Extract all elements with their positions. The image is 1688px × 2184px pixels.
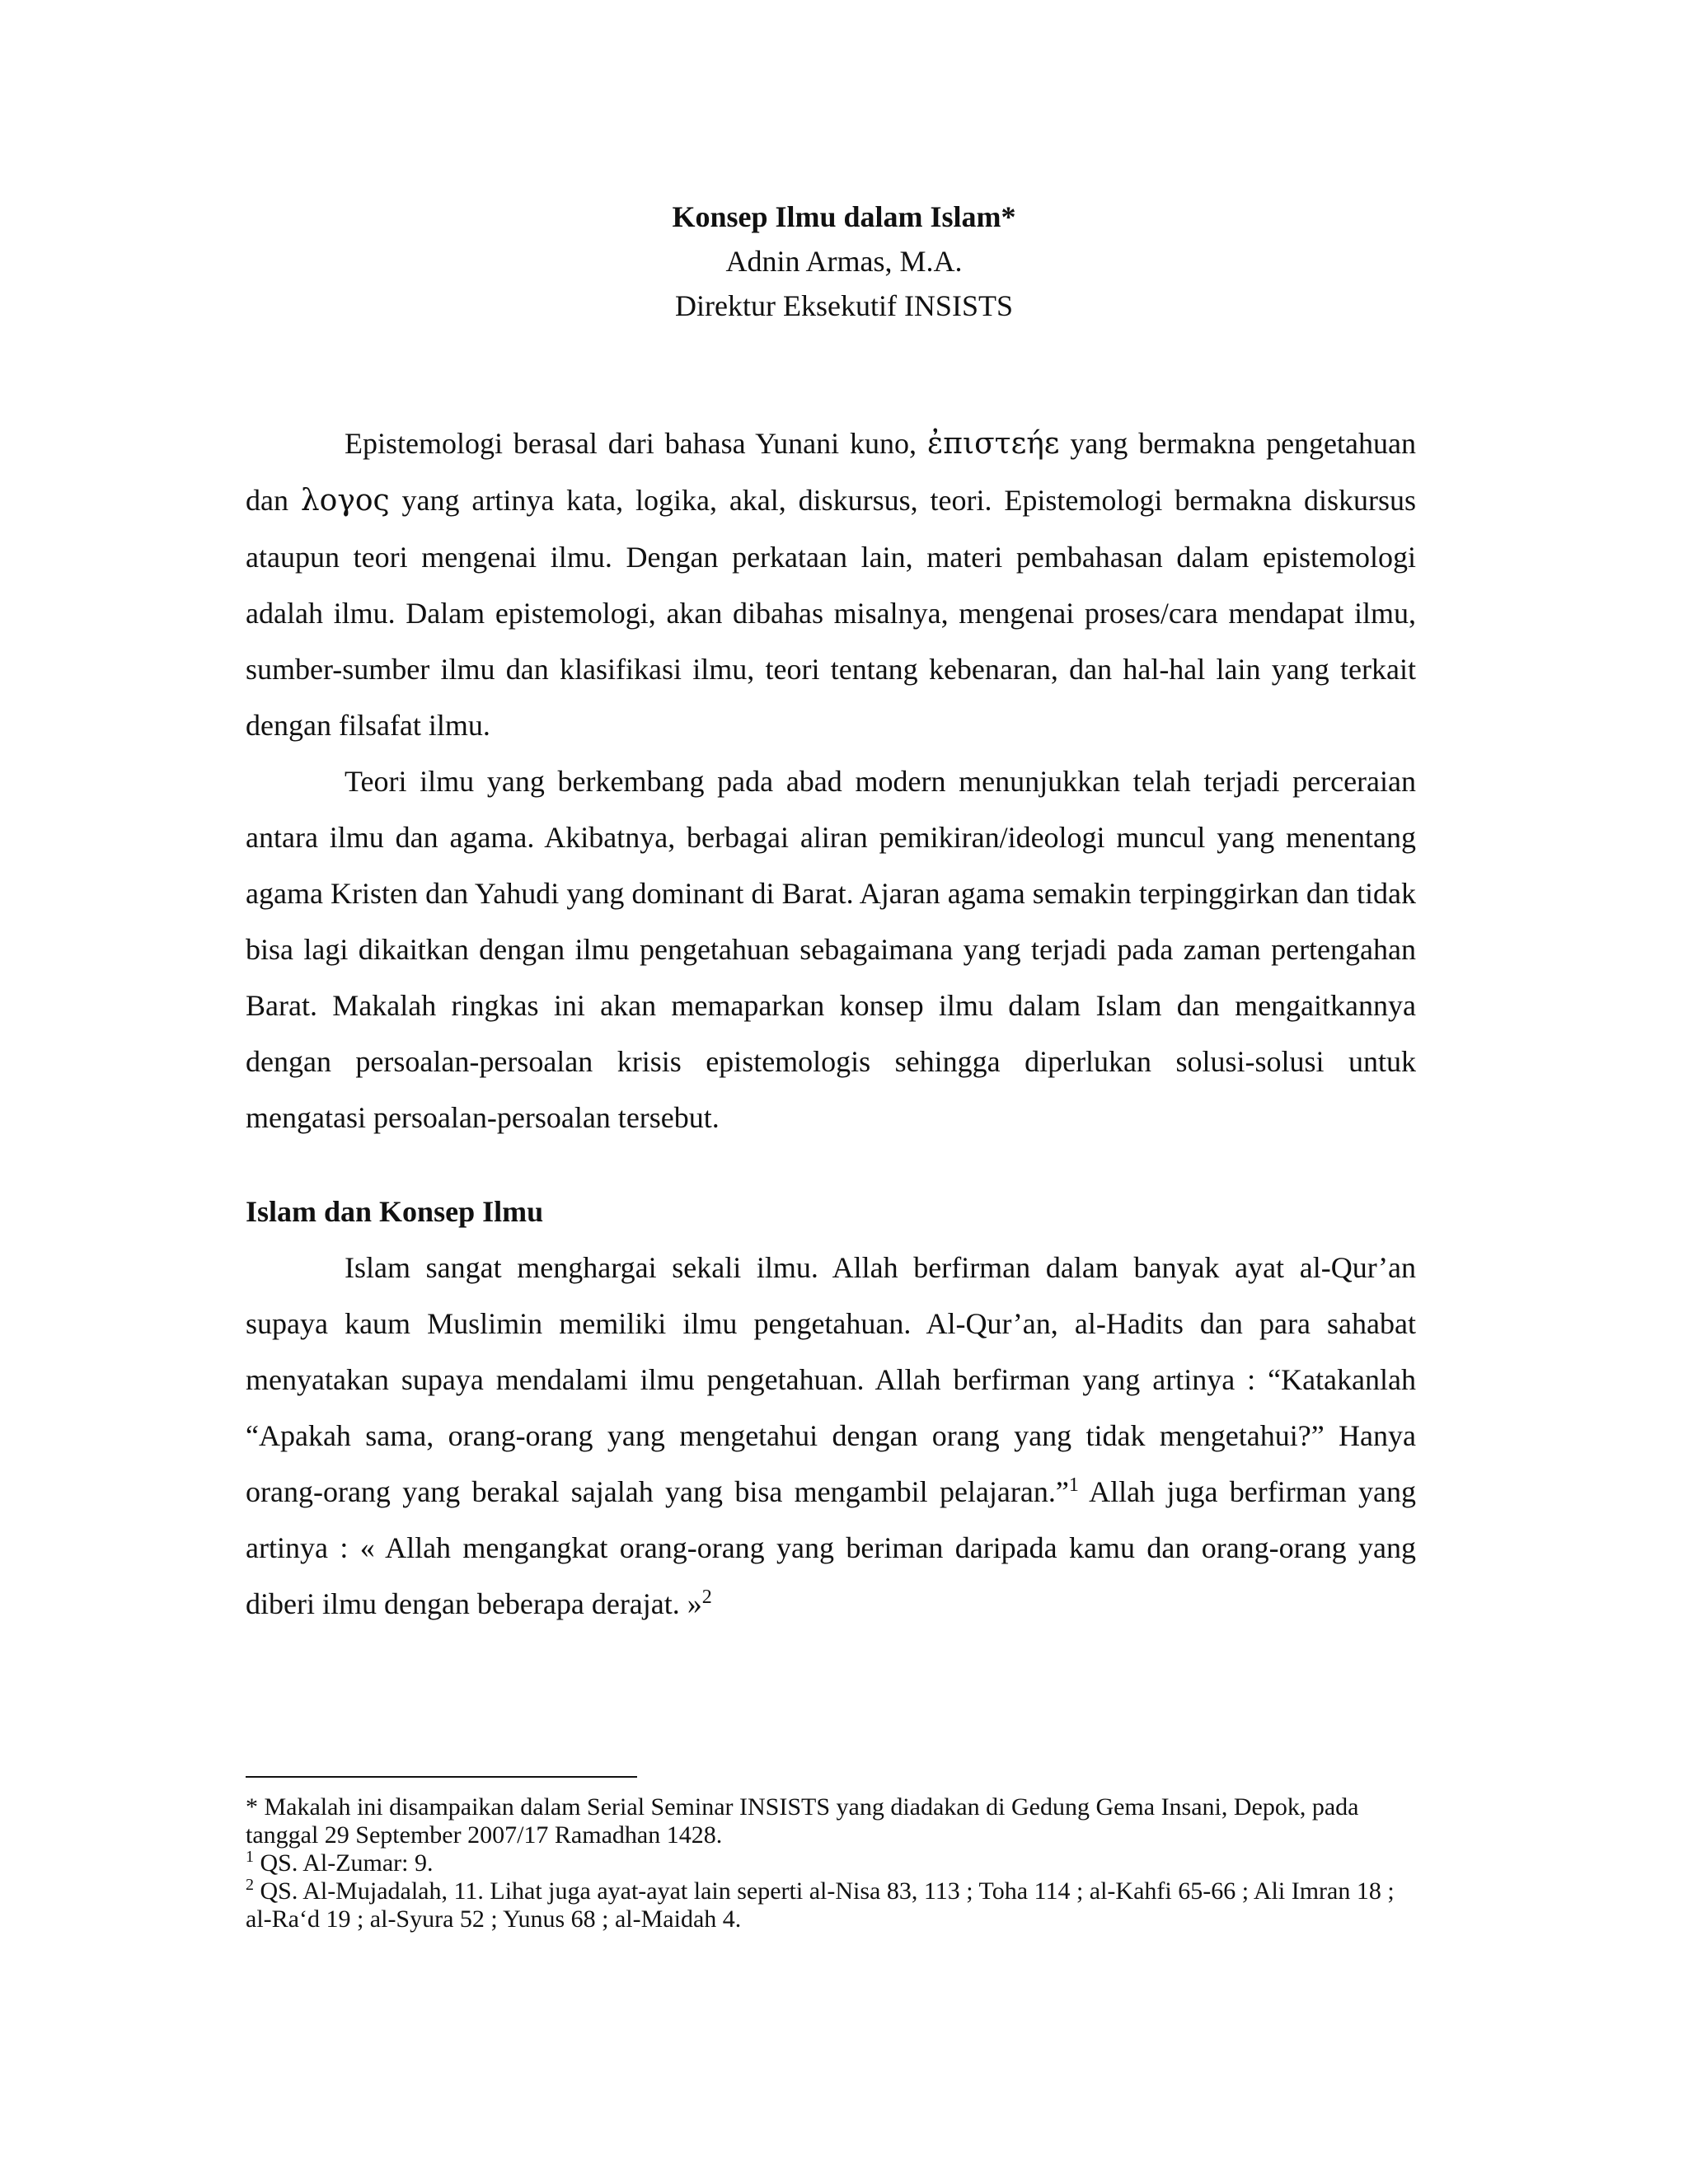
document-title: Konsep Ilmu dalam Islam* [672,200,1016,233]
footnote-2 [246,1877,1416,1933]
author-position: Direktur Eksekutif INSISTS [675,289,1013,322]
greek-term-episteme: ἐπιστεήε [926,427,1060,461]
greek-term-logos: λογος [300,484,390,518]
footnotes [246,1793,1416,1933]
paragraph-text: Epistemologi berasal dari bahasa Yunani kuno, [345,427,927,460]
paragraph-text: yang bermakna pengetahuan dan [246,427,1416,517]
paragraph-text: Allah juga berfirman yang artinya : « Allah mengangkat orang-orang yang beriman daripada kamu dan orang-orang yang diberi ilmu dengan beberapa derajat. » [246,1475,1417,1620]
section-heading: Islam dan Konsep Ilmu [246,1195,544,1228]
paragraph-text: Islam sangat menghargai sekali ilmu. Allah berfirman dalam banyak ayat al-Qur’an supaya kaum Muslimin memiliki ilmu pengetahuan. Al-Qur’an, al-Hadits dan para sahabat menyatakan supaya mendalami ilmu pengetahuan. Allah berfirman yang artinya : “Katakanlah “Apakah sama, orang-orang yang mengetahui dengan orang yang tidak mengetahui?” Hanya orang-orang yang berakal sajalah yang bisa mengambil pelajaran.” [246,1251,1416,1508]
paragraph-modern-theory: Teori ilmu yang berkembang pada abad modern menunjukkan telah terjadi perceraian antara ilmu dan agama. Akibatnya, berbagai aliran pemikiran/ideologi muncul yang menentang agama Kristen dan Yahudi yang dominant di Barat. Ajaran agama semakin terpinggirkan dan tidak bisa lagi dikaitkan dengan ilmu pengetahuan sebagaimana yang terjadi pada zaman pertengahan Barat. Makalah ringkas ini akan memaparkan konsep ilmu dalam Islam dan mengaitkannya dengan persoalan-persoalan krisis epistemologis sehingga diperlukan solusi-solusi untuk mengatasi persoalan-persoalan tersebut. [246,765,1416,1134]
paragraph-epistemology [246,415,1416,753]
footnote-1 [246,1849,1416,1877]
footnote-star: * Makalah ini disampaikan dalam Serial Seminar INSISTS yang diadakan di Gedung Gema Insani, Depok, pada tanggal 29 September 2007/17 Ramadhan 1428. [246,1793,1359,1849]
paragraph-islam-knowledge [246,1240,1416,1632]
document-body [246,415,1416,1632]
paragraph-text: yang artinya kata, logika, akal, diskursus, teori. Epistemologi bermakna diskursus ataupun teori mengenai ilmu. Dengan perkataan lain, materi pembahasan dalam epistemologi adalah ilmu. Dalam epistemologi, akan dibahas misalnya, mengenai proses/cara mendapat ilmu, sumber-sumber ilmu dan klasifikasi ilmu, teori tentang kebenaran, dan hal-hal lain yang terkait dengan filsafat ilmu. [246,484,1416,742]
footnote-text: QS. Al-Mujadalah, 11. Lihat juga ayat-ayat lain seperti al-Nisa 83, 113 ; Toha 114 ; al-Kahfi 65-66 ; Ali Imran 18 ; al-Ra‘d 19 ; al-Syura 52 ; Yunus 68 ; al-Maidah 4. [246,1877,1395,1933]
footnote-text: QS. Al-Zumar: 9. [254,1849,434,1877]
footnote-mark: 1 [246,1848,254,1866]
footnote-mark: 2 [246,1876,254,1894]
footnote-ref-1[interactable]: 1 [1068,1474,1079,1496]
footnote-ref-2[interactable]: 2 [701,1586,712,1608]
document-header [0,194,1688,328]
author-name: Adnin Armas, M.A. [725,245,963,278]
footnote-divider [246,1776,637,1778]
